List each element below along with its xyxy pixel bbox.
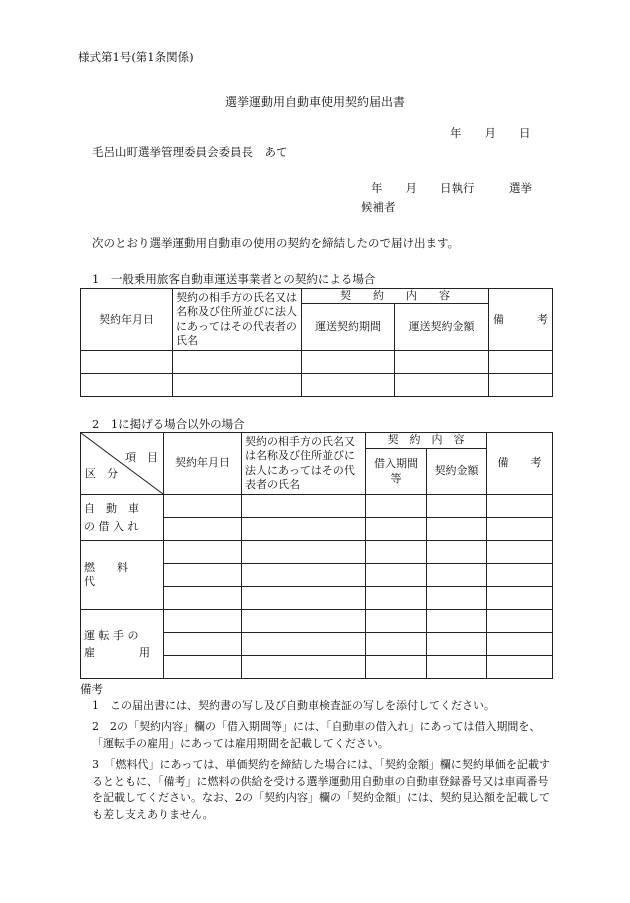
s2-cell[interactable] bbox=[242, 633, 366, 656]
s1-col-party: 契約の相手方の氏名又は名称及び住所並びに法人にあってはその代表者の氏名 bbox=[173, 289, 302, 351]
s2-cell[interactable] bbox=[487, 587, 553, 610]
s2-cell[interactable] bbox=[242, 541, 366, 564]
s1-col-date: 契約年月日 bbox=[81, 289, 173, 351]
s2-cell[interactable] bbox=[366, 633, 427, 656]
s2-col-date: 契約年月日 bbox=[164, 433, 242, 495]
s2-cell[interactable] bbox=[242, 656, 366, 679]
section1-heading: 1 一般乗用旅客自動車運送事業者との契約による場合 bbox=[92, 272, 376, 286]
s2-col-remarks: 備 考 bbox=[487, 433, 553, 495]
s2-row-fuel: 燃 料 代 bbox=[81, 541, 164, 610]
s2-cell[interactable] bbox=[427, 633, 487, 656]
s2-cell[interactable] bbox=[366, 564, 427, 587]
note-1: 1 この届出書には、契約書の写し及び自動車検査証の写しを添付してください。 bbox=[92, 699, 495, 712]
s2-cell[interactable] bbox=[164, 633, 242, 656]
date-line: 年 月 日 bbox=[450, 126, 531, 140]
s2-cell[interactable] bbox=[164, 564, 242, 587]
s2-cell[interactable] bbox=[427, 610, 487, 633]
s2-corner-cell bbox=[81, 433, 164, 495]
s2-row-car bbox=[81, 495, 164, 541]
s1-cell[interactable] bbox=[489, 374, 553, 397]
section2-table bbox=[80, 432, 553, 679]
s2-cell[interactable] bbox=[164, 495, 242, 518]
s2-row-driver-line2: 雇 用 bbox=[84, 646, 150, 659]
s2-cell[interactable] bbox=[164, 610, 242, 633]
s2-cell[interactable] bbox=[487, 495, 553, 518]
s2-row-car-line1: 自 動 車 bbox=[84, 502, 139, 516]
notes-heading: 備考 bbox=[80, 682, 103, 696]
election-line: 年 月 日執行 選挙 bbox=[371, 181, 532, 195]
s2-cell[interactable] bbox=[487, 610, 553, 633]
section1-table bbox=[80, 288, 553, 397]
s1-cell[interactable] bbox=[173, 351, 302, 374]
s2-cell[interactable] bbox=[242, 518, 366, 541]
s2-col-period: 借入期間等 bbox=[366, 449, 427, 495]
s1-cell[interactable] bbox=[81, 351, 173, 374]
s2-cell[interactable] bbox=[427, 587, 487, 610]
s1-col-remarks: 備 考 bbox=[489, 289, 553, 351]
s2-cell[interactable] bbox=[487, 633, 553, 656]
s2-cell[interactable] bbox=[487, 564, 553, 587]
s2-corner-class: 区 分 bbox=[85, 467, 118, 480]
section2-heading: 2 1に掲げる場合以外の場合 bbox=[92, 417, 245, 431]
s1-cell[interactable] bbox=[173, 374, 302, 397]
s2-cell[interactable] bbox=[164, 587, 242, 610]
s2-col-party: 契約の相手方の氏名又は名称及び住所並びに法人にあってはその代表者の氏名 bbox=[242, 433, 366, 495]
form-number: 様式第1号(第1条関係) bbox=[78, 50, 194, 64]
s2-cell[interactable] bbox=[487, 518, 553, 541]
s2-row-driver bbox=[81, 610, 164, 679]
s2-corner-item: 項 目 bbox=[125, 451, 158, 464]
s2-cell[interactable] bbox=[366, 541, 427, 564]
s2-cell[interactable] bbox=[242, 610, 366, 633]
s2-cell[interactable] bbox=[366, 587, 427, 610]
s2-cell[interactable] bbox=[427, 518, 487, 541]
s2-cell[interactable] bbox=[366, 656, 427, 679]
s1-cell[interactable] bbox=[302, 351, 395, 374]
candidate-label: 候補者 bbox=[361, 200, 396, 214]
s2-cell[interactable] bbox=[427, 656, 487, 679]
addressee: 毛呂山町選挙管理委員会委員長 あて bbox=[92, 145, 288, 159]
s1-cell[interactable] bbox=[81, 374, 173, 397]
s1-col-contract: 契 約 内 容 bbox=[302, 289, 489, 304]
s1-col-period: 運送契約期間 bbox=[302, 304, 395, 351]
s2-cell[interactable] bbox=[164, 518, 242, 541]
s2-cell[interactable] bbox=[427, 495, 487, 518]
s1-cell[interactable] bbox=[302, 374, 395, 397]
s1-cell[interactable] bbox=[489, 351, 553, 374]
s2-cell[interactable] bbox=[164, 541, 242, 564]
s2-cell[interactable] bbox=[487, 656, 553, 679]
s2-row-car-line2: の 借 入 れ bbox=[84, 519, 139, 533]
s1-cell[interactable] bbox=[395, 351, 489, 374]
s2-cell[interactable] bbox=[164, 656, 242, 679]
s2-cell[interactable] bbox=[487, 541, 553, 564]
s1-col-amount: 運送契約金額 bbox=[395, 304, 489, 351]
intro-text: 次のとおり選挙運動用自動車の使用の契約を締結したので届け出ます。 bbox=[92, 236, 460, 250]
note-2: 2 2の「契約内容」欄の「借入期間等」には、「自動車の借入れ」にあっては借入期間を、「運転手の雇用」にあっては雇用期間を記載してください。 bbox=[92, 720, 541, 750]
s2-cell[interactable] bbox=[242, 495, 366, 518]
s2-cell[interactable] bbox=[366, 518, 427, 541]
note-3: 3 「燃料代」にあっては、単価契約を締結した場合には、「契約金額」欄に契約単価を記載するとともに、「備考」に燃料の供給を受ける選挙運動用自動車の自動車登録番号又は車両番号を記載してください。なお、2の「契約内容」欄の「契約金額」には、契約見込額を記載しても差し支えありません。 bbox=[92, 758, 550, 821]
s2-cell[interactable] bbox=[366, 495, 427, 518]
s2-col-contract: 契 約 内 容 bbox=[366, 433, 487, 449]
s2-row-driver-line1: 運 転 手 の bbox=[84, 628, 139, 642]
s2-cell[interactable] bbox=[427, 564, 487, 587]
s2-cell[interactable] bbox=[242, 564, 366, 587]
s2-cell[interactable] bbox=[427, 541, 487, 564]
s2-col-amount: 契約金額 bbox=[427, 449, 487, 495]
s1-cell[interactable] bbox=[395, 374, 489, 397]
s2-cell[interactable] bbox=[242, 587, 366, 610]
document-title: 選挙運動用自動車使用契約届出書 bbox=[225, 95, 406, 109]
s2-cell[interactable] bbox=[366, 610, 427, 633]
